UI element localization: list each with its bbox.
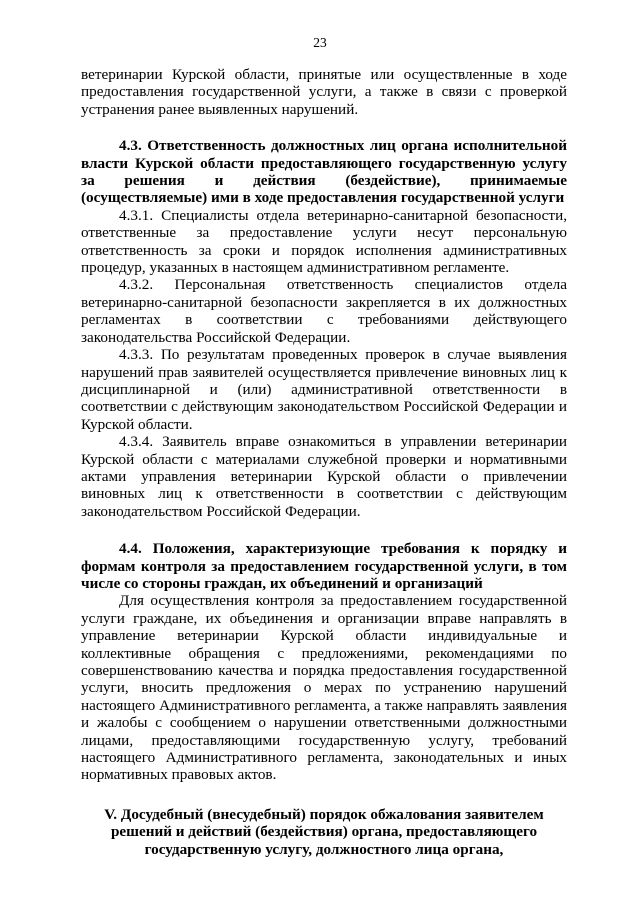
paragraph-4-3-4: 4.3.4. Заявитель вправе ознакомиться в управлении ветеринарии Курской области с материалами служебной проверки и нормативными актами управления ветеринарии Курской области о привлечении виновных лиц к ответственности в соответствии с действующим законодательством Российской Федерации. bbox=[81, 433, 567, 520]
paragraph-4-3-1: 4.3.1. Специалисты отдела ветеринарно-санитарной безопасности, ответственные за предоставление услуги несут персональную ответственность за сроки и порядок исполнения административных процедур, указанных в настоящем административном регламенте. bbox=[81, 206, 567, 277]
paragraph-4-4: Для осуществления контроля за предоставлением государственной услуги граждане, их объединения и организации вправе направлять в управление ветеринарии Курской области индивидуальные и коллективные обращения с предложениями, рекомендациями по совершенствованию качества и порядка предоставления государственной услуги, вносить предложения о мерах по устранению нарушений настоящего Административного регламента, а также направлять заявления и жалобы с сообщением о нарушении ответственными должностными лицами, предоставляющими государственную услугу, требований настоящего Административного регламента, законодательных и иных нормативных правовых актов. bbox=[81, 592, 567, 784]
document-body bbox=[81, 66, 567, 858]
page-number: 23 bbox=[313, 35, 327, 50]
section-5-heading: V. Досудебный (внесудебный) порядок обжалования заявителем решений и действий (бездействия) органа, предоставляющего государственную услугу, должностного лица органа, bbox=[104, 805, 544, 858]
section-4-4-heading: 4.4. Положения, характеризующие требования к порядку и формам контроля за предоставлением государственной услуги, в том числе со стороны граждан, их объединений и организаций bbox=[81, 540, 567, 592]
section-4-3-heading: 4.3. Ответственность должностных лиц органа исполнительной власти Курской области предоставляющего государственную услугу за решения и действия (бездействие), принимаемые (осуществляемые) ими в ходе предоставления государственной услуги bbox=[81, 137, 567, 207]
paragraph-4-3-3: 4.3.3. По результатам проведенных проверок в случае выявления нарушений прав заявителей осуществляется привлечение виновных лиц к дисциплинарной и (или) административной ответственности в соответствии с действующим законодательством Российской Федерации и Курской области. bbox=[81, 346, 567, 433]
paragraph-4-3-2: 4.3.2. Персональная ответственность специалистов отдела ветеринарно-санитарной безопасности закрепляется в их должностных регламентах в соответствии с требованиями действующего законодательства Российской Федерации. bbox=[81, 276, 567, 346]
intro-paragraph: ветеринарии Курской области, принятые или осуществленные в ходе предоставления государственной услуги, а также в связи с проверкой устранения ранее выявленных нарушений. bbox=[81, 66, 567, 118]
